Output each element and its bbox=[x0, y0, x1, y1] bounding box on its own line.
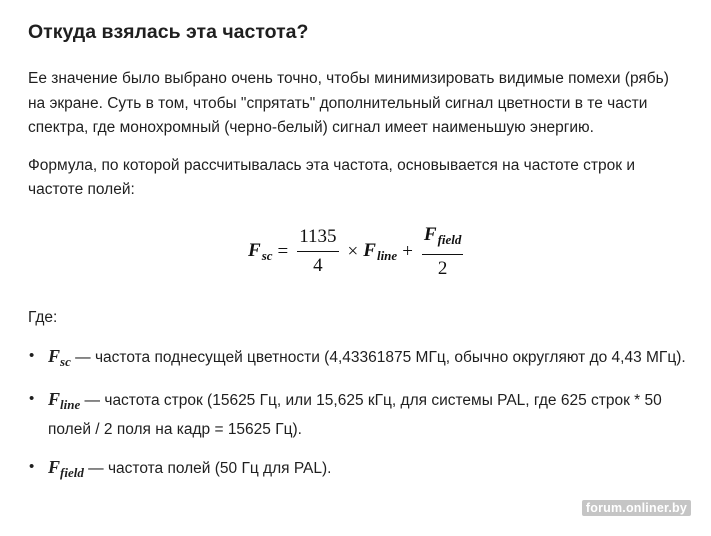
formula-lhs: $F_{sc}$ bbox=[248, 239, 273, 263]
formula-block bbox=[28, 216, 688, 304]
section-heading: Откуда взялась эта частота? bbox=[28, 21, 309, 43]
symbol-ffield: $F_{field}$ bbox=[48, 457, 84, 480]
plus-sign: + bbox=[402, 240, 413, 262]
fraction-1135-over-4 bbox=[297, 226, 338, 277]
formula-intro-paragraph: Формула, по которой рассчитывалась эта частота, основывается на частоте строк и частоте полей: bbox=[28, 156, 636, 198]
formula-line-term: $F_{line}$ bbox=[363, 239, 398, 263]
times-sign: × bbox=[347, 240, 359, 262]
definition-list bbox=[28, 344, 688, 486]
article bbox=[28, 18, 688, 499]
definition-text: — частота поднесущей цветности (4,43361875 МГц, обычно округляют до 4,43 МГц). bbox=[70, 348, 686, 366]
bullet-icon: • bbox=[29, 346, 35, 364]
definition-text: — частота полей (50 Гц для PAL). bbox=[83, 460, 332, 477]
fraction-denominator: 4 bbox=[313, 255, 323, 276]
list-item bbox=[28, 387, 688, 442]
symbol-fline: $F_{line}$ bbox=[48, 389, 81, 412]
fraction-denominator-2: 2 bbox=[437, 257, 448, 279]
where-label: Где: bbox=[28, 308, 58, 326]
fraction-numerator: 1135 bbox=[297, 226, 338, 252]
symbol-fsc: $F_{sc}$ bbox=[48, 345, 71, 369]
bullet-icon: • bbox=[29, 458, 35, 475]
subcarrier-formula bbox=[248, 224, 467, 280]
definition-text: — частота строк (15625 Гц, или 15,625 кГц, для системы PAL, где 625 строк * 50 полей / 2 поля на кадр = 15625 Гц). bbox=[48, 392, 662, 438]
intro-paragraph: Ее значение было выбрано очень точно, чтобы минимизировать видимые помехи (рябь) на экране. Суть в том, чтобы "спрятать" дополнительный сигнал цветности в те части спектра, где монохромный (черно-белый) сигнал имеет наименьшую энергию. bbox=[28, 70, 669, 136]
fraction-field-over-2 bbox=[422, 224, 464, 280]
equals-sign: = bbox=[277, 240, 289, 262]
bullet-icon: • bbox=[29, 390, 35, 407]
list-item bbox=[28, 344, 688, 375]
watermark: forum.onliner.by bbox=[582, 500, 691, 516]
fraction-numerator-field: $F_{field}$ bbox=[422, 224, 464, 255]
list-item bbox=[28, 455, 688, 486]
